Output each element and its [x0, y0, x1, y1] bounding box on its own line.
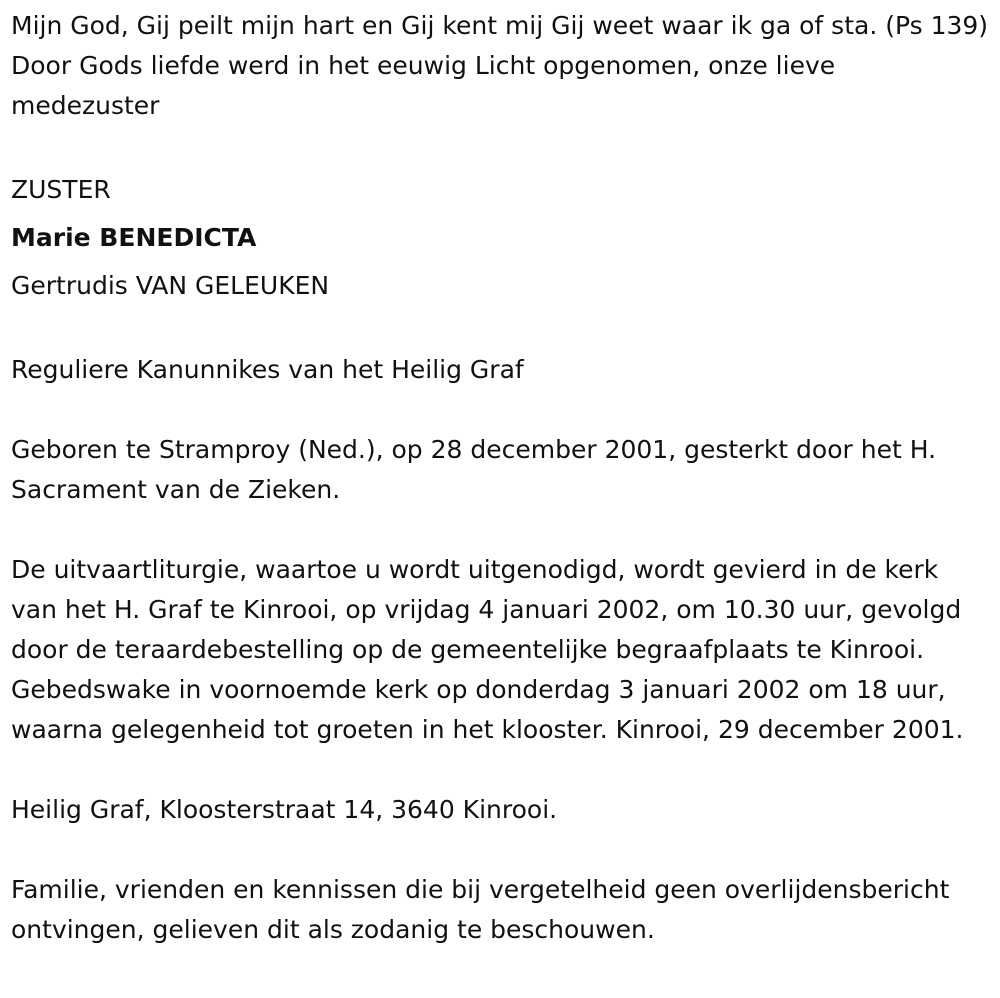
- civil-name: Gertrudis VAN GELEUKEN: [11, 271, 330, 300]
- obituary-notice: [11, 6, 991, 950]
- funeral-paragraph: De uitvaartliturgie, waartoe u wordt uitgenodigd, wordt gevierd in de kerk van het H. Graf te Kinrooi, op vrijdag 4 januari 2002, om 10.30 uur, gevolgd door de teraardebestelling op de gemeentelijke begraafplaats te Kinrooi. Gebedswake in voornoemde kerk op donderdag 3 januari 2002 om 18 uur, waarna gelegenheid tot groeten in het klooster. Kinrooi, 29 december 2001.: [11, 555, 964, 744]
- intro-paragraph: Mijn God, Gij peilt mijn hart en Gij kent mij Gij weet waar ik ga of sta. (Ps 139) Door Gods liefde werd in het eeuwig Licht opgenomen, onze lieve medezuster: [11, 11, 989, 120]
- religious-name: Marie BENEDICTA: [11, 223, 257, 252]
- birth-death-paragraph: Geboren te Stramproy (Ned.), op 28 december 2001, gesterkt door het H. Sacrament van de Zieken.: [11, 435, 937, 504]
- closing-paragraph: Familie, vrienden en kennissen die bij vergetelheid geen overlijdensbericht ontvingen, gelieven dit als zodanig te beschouwen.: [11, 875, 950, 944]
- order-name: Reguliere Kanunnikes van het Heilig Graf: [11, 355, 524, 384]
- spacer: [11, 830, 991, 870]
- title-line: ZUSTER: [11, 175, 111, 204]
- spacer: [11, 310, 991, 350]
- spacer: [11, 750, 991, 790]
- spacer: [11, 126, 991, 166]
- address-line: Heilig Graf, Kloosterstraat 14, 3640 Kinrooi.: [11, 795, 558, 824]
- spacer: [11, 390, 991, 430]
- spacer: [11, 510, 991, 550]
